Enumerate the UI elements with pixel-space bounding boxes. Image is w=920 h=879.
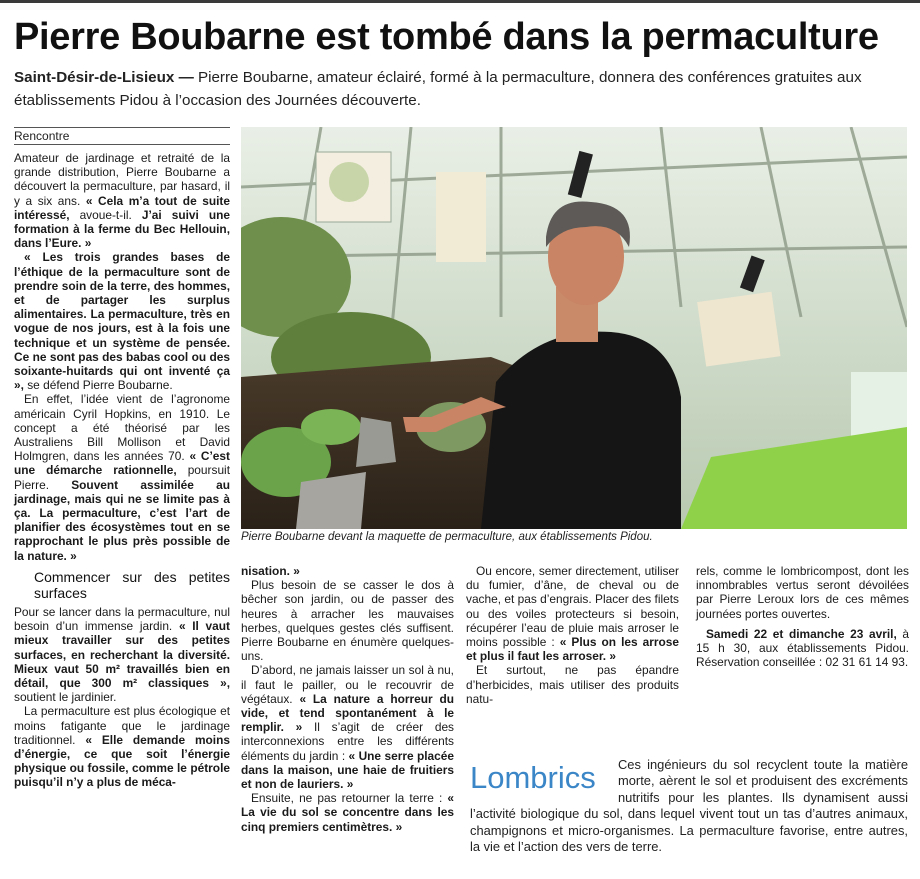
col1-paragraph-5 [14,704,230,789]
text: rels, comme le lombricompost, dont les innombrables vertus seront dévoilées par Pierre Leroux lors de ces mêmes journées portes ouvertes. [696,564,909,621]
event-date: Samedi 22 et dimanche 23 avril, [706,626,897,641]
quote: « Cela m’a tout de suite intéressé, [14,193,231,222]
quote: nisation. » [241,564,300,578]
standfirst-text: Pierre Boubarne, amateur éclairé, formé à la permaculture, donnera des conférences gratuites aux établissements Pidou à l’occasion des Journées découverte. [14,69,862,109]
article-photo [241,127,907,529]
column-4 [696,564,909,669]
text: Et surtout, ne pas épandre d’herbicides, mais utiliser des produits natu- [466,663,679,706]
col2-paragraph-3 [241,791,454,834]
text: Ou encore, semer directement, utiliser du fumier, d’âne, de cheval ou de vache, et pas d’engrais. Placer des filets ou des voiles protecteurs si besoin, récupérer l’eau de pluie mais arroser le moins possible : [466,564,679,650]
col2-paragraph-0 [241,564,454,578]
col1-paragraph-3 [14,392,230,562]
quote: « Il vaut mieux travailler sur des petites surfaces, en recherchant la diversité. Mieux vaut 50 m² travaillés bien en détail, que 300 m² classiques », [14,619,231,690]
quote: « C’est une démarche rationnelle, [14,449,230,478]
col2-paragraph-1 [241,578,454,663]
column-3 [466,564,679,706]
event-details: à 15 h 30, aux établissements Pidou. Réservation conseillée : 02 31 61 14 93. [696,626,909,670]
text: Pour se lancer dans la permaculture, nul besoin d’un immense jardin. [14,604,230,634]
standfirst [14,66,914,112]
quote: « Une serre placée dans la maison, une haie de fruitiers et non de lauriers. » [241,748,454,792]
top-rule [0,0,920,3]
column-1 [14,151,230,790]
headline: Pierre Boubarne est tombé dans la permaculture [14,16,879,58]
greenhouse-photo [241,127,907,529]
photo-caption: Pierre Boubarne devant la maquette de permaculture, aux établissements Pidou. [241,531,653,543]
text: La permaculture est plus écologique et moins fatigante que le jardinage traditionnel. [14,704,230,747]
lombrics-paragraph: Ces ingénieurs du sol recyclent toute la matière morte, aèrent le sol et produisent des excréments nutritifs pour les plantes. Ils dynamisent aussi l’activité biologique du sol, dans lequel vivent tout un tas d’autres animaux, champignons et micro-organismes. La permaculture favorise, entre autres, la vie et l’action des vers de terre. [470,757,908,855]
quote: « Les trois grandes bases de l’éthique de la permaculture sont de prendre soin de la terre, des hommes, et de partager les surplus alimentaires. La permaculture, très en vogue de nos jours, est à la fois une technique et un système de pensée. Ce ne sont pas des babas cool ou des soixante-huitards qui ont inventé ça », [14,250,230,393]
col3-paragraph-2 [466,663,679,706]
text: Plus besoin de se casser le dos à bêcher son jardin, ou de passer des heures à arracher les mauvaises herbes, quelques gestes clés suffisent. Pierre Boubarne en énumère quelques-uns. [241,578,454,664]
subheading: Commencer sur des petites surfaces [34,568,230,601]
quote: Souvent assimilée au jardinage, mais qui ne se limite pas à ça. La permaculture, c’est l’art de planifier des écosystèmes tout en se rapprochant le plus près possible de la nature. » [14,477,230,563]
lombrics-text-block [470,757,908,855]
rubric-label: Rencontre [14,127,230,145]
col3-paragraph-1 [466,564,679,663]
col1-paragraph-1 [14,151,230,250]
text: poursuit Pierre. [14,463,231,492]
col2-paragraph-2 [241,663,454,791]
text: En effet, l’idée vient de l’agronome américain Cyril Hopkins, en 1910. Le concept a été théorisé par les Australiens Bill Mollison et David Holmgren, dans les années 70. [14,392,230,464]
quote: « La nature a horreur du vide, et tend spontanément à le remplir. » [241,691,454,735]
title-spacer [470,757,618,791]
text: Il s’agit de créer des interconnexions entre les différents éléments du jardin : [241,720,454,763]
quote: « Plus on les arrose et plus il faut les arroser. » [466,635,680,664]
column-2 [241,564,454,834]
quote: « La vie du sol se concentre dans les cinq premiers centimètres. » [241,791,454,834]
lombrics-title: Lombrics [470,760,596,795]
location: Saint-Désir-de-Lisieux — [14,69,194,86]
col4-paragraph-2 [696,627,909,670]
text: avoue-t-il. [69,207,142,222]
quote: « Elle demande moins d’énergie, ce que soit l’énergie physique ou fossile, comme le pétrole puisqu’il n’y a plus de méca- [14,732,230,790]
col4-paragraph-1 [696,564,909,621]
text: soutient le jardinier. [14,690,117,705]
col1-paragraph-4 [14,605,230,704]
col1-paragraph-2 [14,250,230,392]
text: Ensuite, ne pas retourner la terre : [251,791,448,806]
text: se défend Pierre Boubarne. [23,378,173,393]
text: D’abord, ne jamais laisser un sol à nu, il faut le pailler, ou le recouvrir de végétaux. [241,663,454,706]
text: Amateur de jardinage et retraité de la grande distribution, Pierre Boubarne a découvert la permaculture, par hasard, il y a six ans. [14,151,230,208]
quote: J’ai suivi une formation à la ferme du Bec Hellouin, dans l’Eure. » [14,207,230,251]
